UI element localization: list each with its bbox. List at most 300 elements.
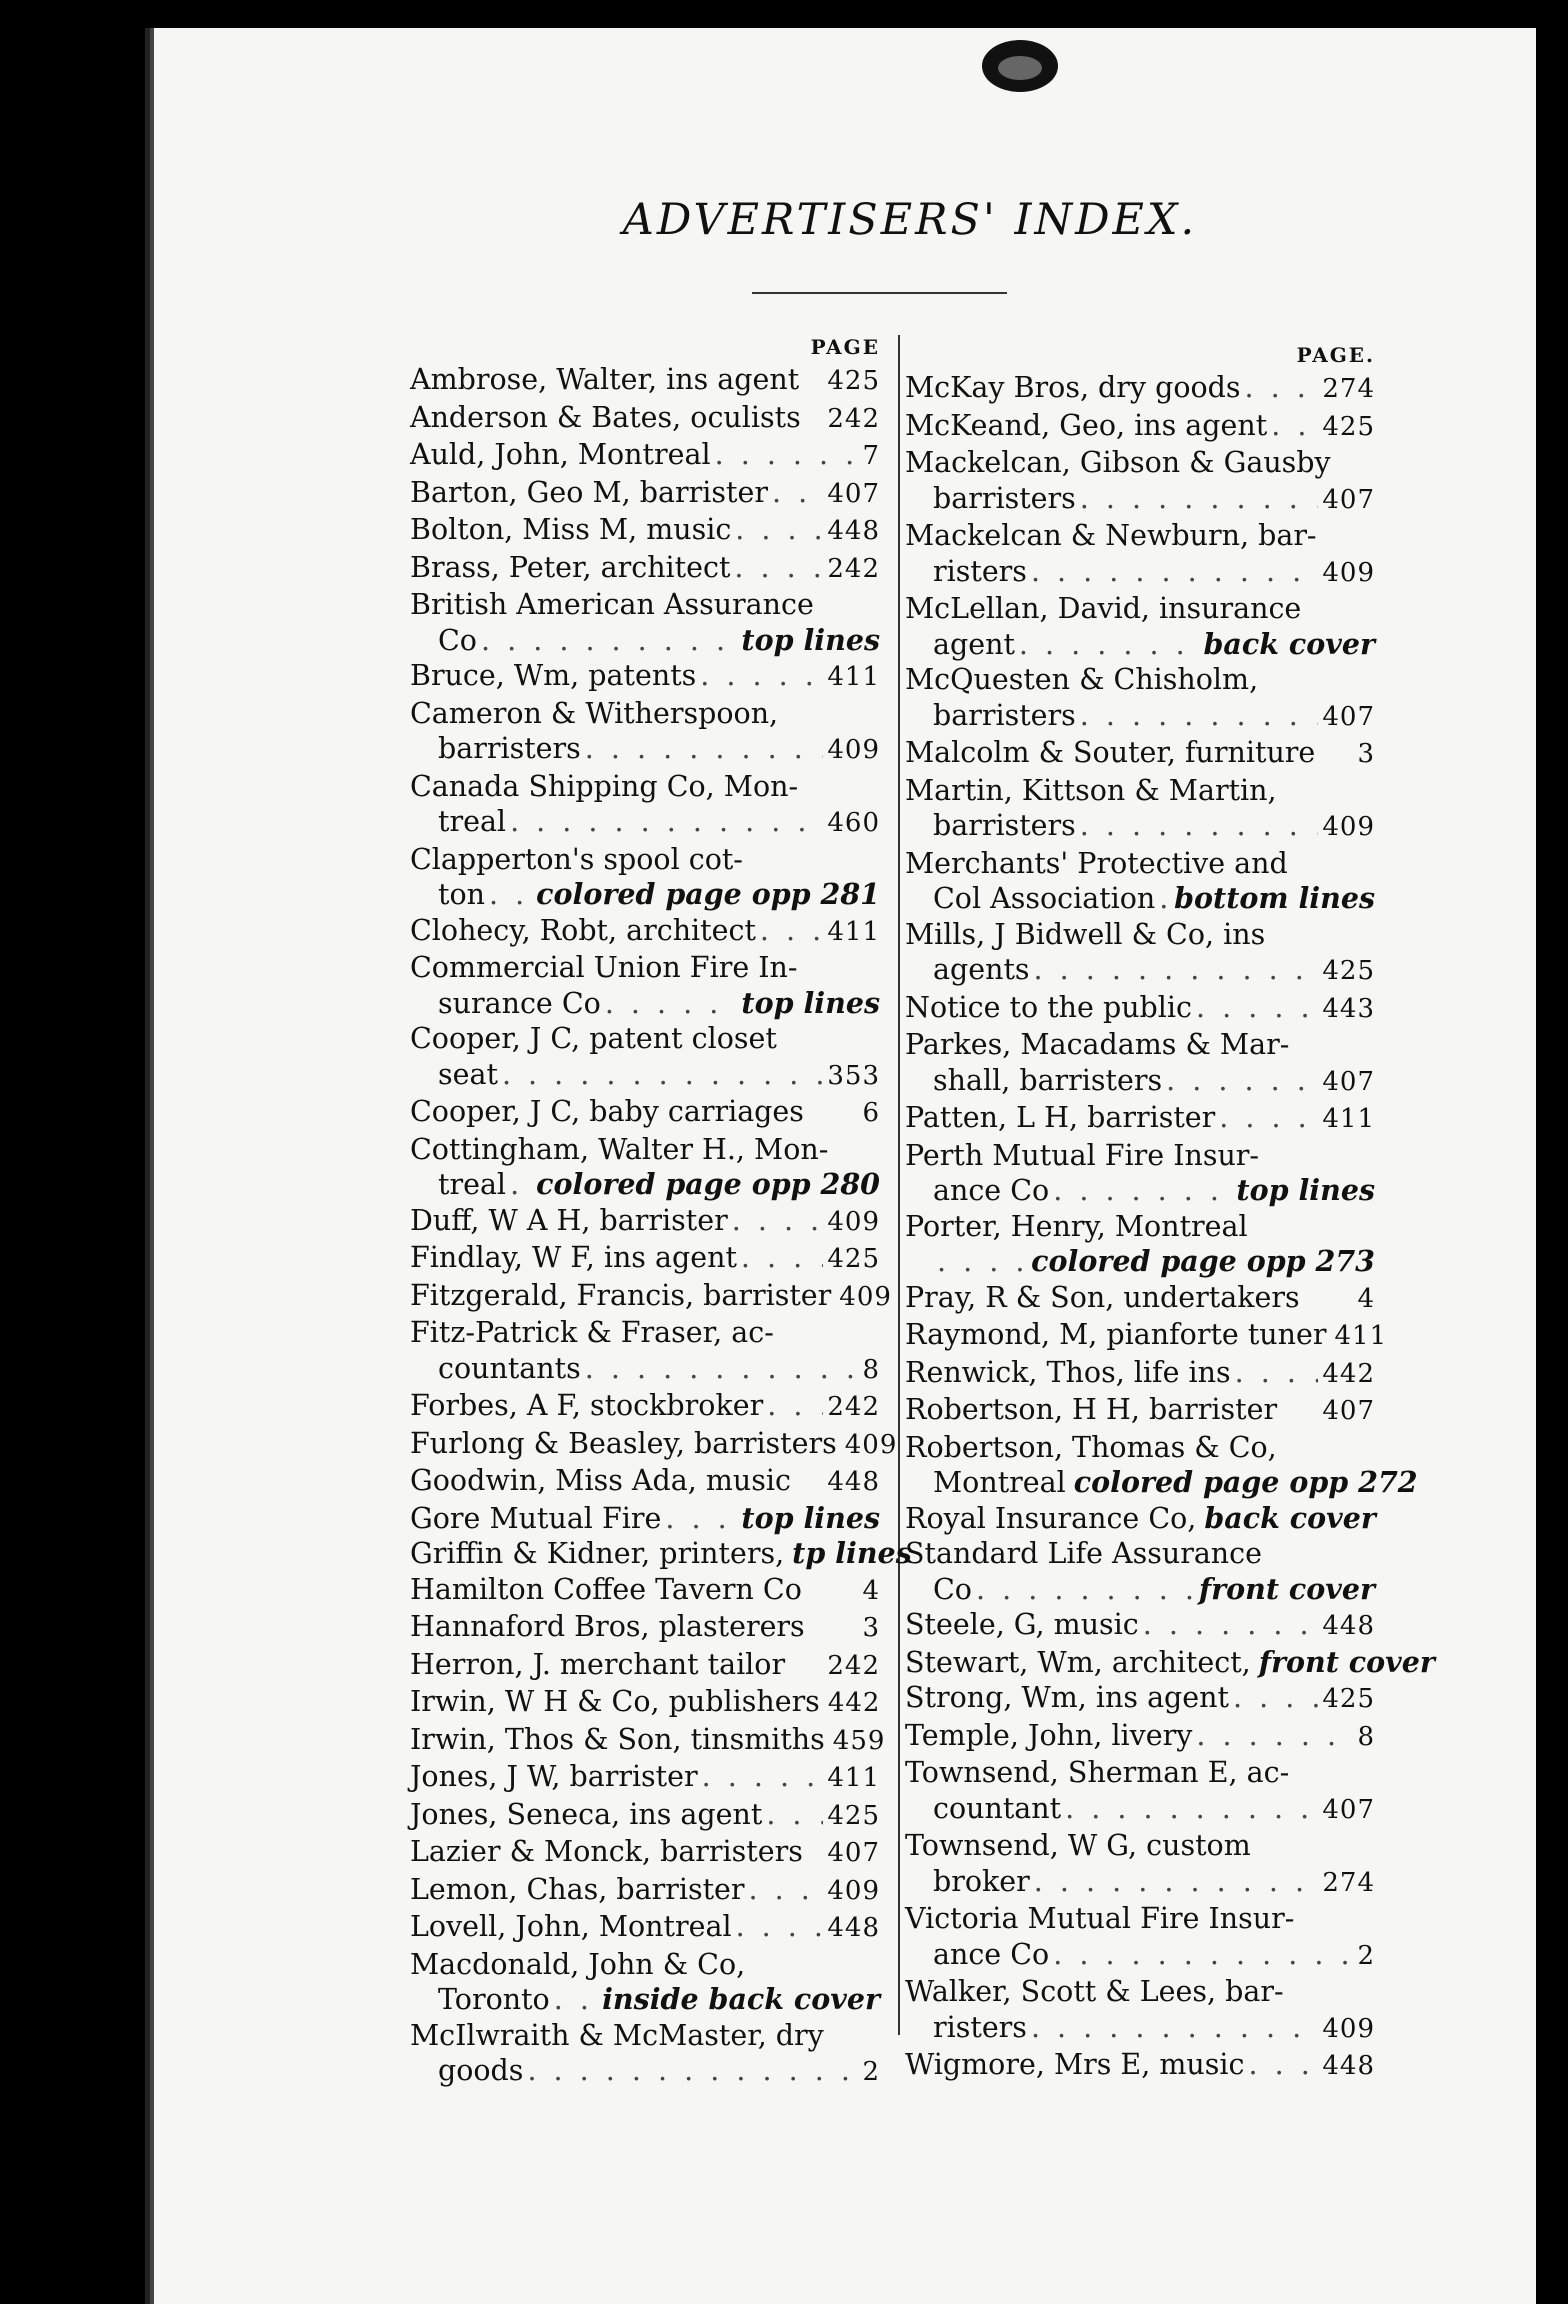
entry-page-ref: 425: [827, 1800, 880, 1831]
entry-name: Standard Life Assurance: [905, 1537, 1262, 1570]
leader-dots: [767, 1388, 823, 1424]
page-column-heading: PAGE.: [1296, 343, 1375, 367]
index-entry: [410, 986, 880, 1022]
index-entry: [905, 370, 1375, 408]
entry-page-ref: 409: [827, 735, 880, 765]
entry-name: ance Co: [933, 1174, 1050, 1207]
index-entry: [905, 1607, 1375, 1645]
entry-page-ref: 407: [1322, 1396, 1375, 1426]
index-entry: [905, 846, 1375, 882]
index-entry: [410, 1982, 880, 2018]
entry-name: ance Co: [933, 1937, 1050, 1971]
entry-page-ref: 409: [1322, 2013, 1375, 2044]
entry-name: Fitz-Patrick & Fraser, ac-: [410, 1316, 774, 1349]
leader-dots: [489, 877, 532, 913]
leader-dots: [1271, 408, 1318, 444]
entry-page-ref: 2: [1357, 1940, 1375, 1971]
entry-name: Findlay, W F, ins agent: [410, 1241, 737, 1274]
index-entry: [410, 913, 880, 951]
entry-name: risters: [933, 2010, 1027, 2044]
entry-page-ref: 442: [827, 1688, 881, 1718]
entry-name: Cottingham, Walter H., Mon-: [410, 1132, 829, 1166]
entry-page-ref: 409: [839, 1281, 892, 1312]
entry-name: Patten, L H, barrister: [905, 1101, 1216, 1134]
entry-name: Canada Shipping Co, Mon-: [410, 769, 799, 803]
entry-name: surance Co: [438, 986, 601, 1020]
entry-name: Cameron & Witherspoon,: [410, 696, 779, 730]
index-entry: [410, 842, 880, 878]
index-entry: [905, 554, 1375, 592]
index-entry: [410, 1684, 880, 1722]
entry-name: Co: [438, 623, 477, 657]
entry-name: countant: [933, 1791, 1062, 1825]
page-spine-edge: [150, 28, 154, 2304]
entry-page-ref: 242: [827, 1392, 880, 1422]
entry-page-ref: tp lines: [792, 1536, 912, 1570]
index-entry: [410, 512, 880, 550]
entry-page-ref: 353: [827, 1060, 880, 1091]
index-entry: [410, 437, 880, 475]
index-entry: [905, 1355, 1375, 1393]
index-entry: [905, 1791, 1375, 1829]
index-entry: [905, 1027, 1375, 1063]
entry-page-ref: colored page opp 280: [536, 1167, 880, 1201]
index-entry: [410, 731, 880, 769]
right-column: [905, 340, 1435, 2085]
entry-page-ref: 409: [827, 1875, 880, 1906]
entry-name: Macdonald, John & Co,: [410, 1947, 746, 1981]
leader-dots: [736, 1909, 824, 1945]
leader-dots: [741, 1240, 823, 1276]
entry-name: Robertson, H H, barrister: [905, 1393, 1278, 1426]
entry-name: Bruce, Wm, patents: [410, 659, 697, 692]
index-entry: [905, 1501, 1375, 1537]
entry-name: Jones, J W, barrister: [410, 1760, 698, 1793]
entry-name: Anderson & Bates, oculists: [410, 400, 801, 434]
leader-dots: [1143, 1607, 1319, 1643]
index-entry: [410, 1057, 880, 1095]
entry-page-ref: 407: [1322, 1066, 1375, 1097]
entry-page-ref: 4: [862, 1575, 880, 1606]
torn-corner-mark: [960, 28, 1080, 108]
index-entry: [905, 1138, 1375, 1174]
entry-page-ref: colored page opp 273: [1031, 1244, 1375, 1278]
index-entry: [905, 591, 1375, 627]
index-entry: [410, 1167, 880, 1203]
index-entry: [410, 2053, 880, 2091]
entry-name: Temple, John, livery: [905, 1718, 1193, 1752]
entry-name: Townsend, W G, custom: [905, 1829, 1251, 1862]
index-entry: [905, 1536, 1375, 1572]
entry-name: Victoria Mutual Fire Insur-: [905, 1902, 1295, 1935]
entry-page-ref: 425: [827, 366, 880, 396]
leader-dots: [1233, 1680, 1318, 1716]
entry-name: Stewart, Wm, architect,: [905, 1645, 1251, 1679]
entry-name: broker: [933, 1864, 1030, 1898]
leader-dots: [1065, 1791, 1318, 1827]
index-entry: [905, 1718, 1375, 1756]
leader-dots: [1019, 627, 1200, 663]
leader-dots: [1159, 881, 1170, 917]
index-entry: [905, 1901, 1375, 1937]
leader-dots: [1031, 2010, 1318, 2046]
index-entry: [410, 587, 880, 623]
entry-name: Ambrose, Walter, ins agent: [410, 363, 800, 396]
index-entry: [410, 1722, 886, 1760]
entry-name: Jones, Seneca, ins agent: [410, 1797, 763, 1831]
leader-dots: [481, 623, 737, 659]
index-entry: [410, 1240, 880, 1278]
leader-dots: [1219, 1100, 1318, 1136]
entry-name: Porter, Henry, Montreal: [905, 1209, 1248, 1243]
index-entry: [905, 1280, 1375, 1318]
entry-page-ref: 4: [1357, 1283, 1375, 1314]
index-entry: [905, 1465, 1418, 1501]
entry-name: Herron, J. merchant tailor: [410, 1647, 786, 1681]
entry-page-ref: inside back cover: [602, 1982, 880, 2016]
leader-dots: [1080, 698, 1319, 734]
leader-dots: [1053, 1173, 1232, 1209]
entry-name: Parkes, Macadams & Mar-: [905, 1028, 1290, 1061]
leader-dots: [665, 1501, 737, 1537]
entry-name: risters: [933, 554, 1027, 588]
leader-dots: [510, 1167, 532, 1203]
index-entry: [410, 1909, 880, 1947]
leader-dots: [1034, 1864, 1319, 1900]
leader-dots: [1080, 481, 1319, 517]
leader-dots: [1235, 1355, 1319, 1391]
index-entry: [905, 1828, 1375, 1864]
index-entry: [905, 481, 1375, 519]
index-entry: [905, 2010, 1375, 2048]
index-entry: [410, 1021, 880, 1057]
entry-list: [410, 362, 912, 2091]
entry-name: Malcolm & Souter, furniture: [905, 736, 1316, 769]
entry-page-ref: 448: [827, 1913, 880, 1943]
page-column-heading: PAGE: [810, 335, 880, 359]
entry-name: Clapperton's spool cot-: [410, 842, 743, 876]
leader-dots: [605, 986, 738, 1022]
leader-dots: [1166, 1063, 1318, 1099]
index-entry: [410, 804, 880, 842]
leader-dots: [1248, 2047, 1318, 2083]
leader-dots: [1053, 1937, 1353, 1973]
entry-name: Col Association: [933, 882, 1156, 915]
entry-name: goods: [438, 2054, 524, 2087]
entry-name: Mackelcan, Gibson & Gausby: [905, 446, 1331, 479]
entry-name: Lovell, John, Montreal: [410, 1910, 732, 1943]
index-entry: [410, 1759, 880, 1797]
index-entry: [905, 518, 1375, 554]
leader-dots: [1031, 554, 1318, 590]
entry-name: Gore Mutual Fire: [410, 1501, 662, 1535]
entry-name: shall, barristers: [933, 1063, 1163, 1097]
leader-dots: [1196, 990, 1318, 1026]
entry-page-ref: 407: [827, 478, 880, 509]
entry-page-ref: front cover: [1258, 1644, 1435, 1679]
entry-name: Montreal: [933, 1466, 1066, 1499]
entry-name: Martin, Kittson & Martin,: [905, 773, 1277, 807]
index-entry: [410, 623, 880, 659]
index-entry: [410, 1426, 898, 1464]
index-entry: [905, 773, 1375, 809]
entry-name: Townsend, Sherman E, ac-: [905, 1756, 1290, 1789]
entry-name: McKay Bros, dry goods: [905, 371, 1241, 404]
leader-dots: [766, 1797, 823, 1833]
index-entry: [410, 400, 880, 438]
leader-dots: [510, 804, 823, 840]
entry-page-ref: 3: [862, 1613, 880, 1643]
entry-name: Strong, Wm, ins agent: [905, 1681, 1229, 1714]
entry-page-ref: 411: [827, 916, 880, 947]
entry-name: Steele, G, music: [905, 1608, 1139, 1641]
index-entry: [905, 445, 1375, 481]
entry-name: Bolton, Miss M, music: [410, 513, 732, 546]
entry-page-ref: 407: [1322, 484, 1375, 515]
entry-page-ref: 409: [827, 1206, 880, 1237]
index-entry: [905, 1209, 1375, 1245]
index-entry: [905, 1430, 1375, 1466]
entry-name: Irwin, Thos & Son, tinsmiths: [410, 1722, 825, 1756]
entry-page-ref: top lines: [741, 1500, 880, 1535]
entry-name: barristers: [933, 809, 1076, 842]
left-column: [410, 332, 912, 2091]
index-entry: [410, 1501, 880, 1537]
entry-name: Toronto: [438, 1983, 550, 2016]
leader-dots: [702, 1759, 824, 1795]
entry-page-ref: colored page opp 281: [536, 877, 880, 911]
entry-page-ref: 6: [862, 1098, 880, 1128]
entry-name: Hannaford Bros, plasterers: [410, 1610, 805, 1643]
entry-page-ref: 411: [1334, 1321, 1388, 1351]
entry-name: Duff, W A H, barrister: [410, 1203, 728, 1237]
entry-page-ref: 425: [827, 1244, 880, 1274]
entry-name: barristers: [933, 698, 1076, 732]
index-entry: [905, 735, 1375, 773]
index-entry: [905, 1572, 1375, 1608]
entry-name: Brass, Peter, architect: [410, 550, 731, 584]
entry-name: Co: [933, 1572, 972, 1606]
entry-name: Walker, Scott & Lees, bar-: [905, 1975, 1284, 2008]
index-entry: [410, 475, 880, 513]
index-entry: [905, 1100, 1375, 1138]
entry-name: treal: [438, 805, 507, 838]
entry-page-ref: 411: [827, 1763, 880, 1793]
page-title: ADVERTISERS' INDEX.: [622, 195, 1198, 245]
leader-dots: [585, 1351, 859, 1387]
entry-name: British American Assurance: [410, 588, 814, 621]
index-entry: [905, 1317, 1388, 1355]
leader-dots: [732, 1203, 824, 1239]
entry-name: Cooper, J C, patent closet: [410, 1022, 777, 1055]
index-entry: [410, 950, 880, 986]
leader-dots: [976, 1572, 1195, 1608]
index-entry: [905, 1937, 1375, 1975]
index-entry: [905, 408, 1375, 446]
entry-page-ref: 274: [1322, 1867, 1375, 1898]
entry-name: Notice to the public: [905, 990, 1192, 1024]
index-entry: [410, 1278, 892, 1316]
index-entry: [410, 1872, 880, 1910]
entry-page-ref: 409: [1322, 557, 1375, 588]
index-entry: [905, 1173, 1375, 1209]
index-entry: [905, 1864, 1375, 1902]
entry-name: agent: [933, 627, 1015, 661]
entry-page-ref: 242: [827, 403, 880, 434]
entry-page-ref: back cover: [1203, 626, 1375, 661]
leader-dots: [502, 1057, 823, 1093]
index-entry: [410, 2018, 880, 2054]
entry-page-ref: 8: [1357, 1721, 1375, 1752]
entry-name: McIlwraith & McMaster, dry: [410, 2018, 824, 2052]
entry-page-ref: bottom lines: [1174, 881, 1375, 915]
entry-page-ref: 8: [862, 1354, 880, 1385]
entry-name: Lazier & Monck, barristers: [410, 1835, 803, 1868]
index-entry: [905, 627, 1375, 663]
index-entry: [410, 1947, 880, 1983]
entry-page-ref: 242: [827, 1650, 880, 1681]
entry-page-ref: 409: [1322, 812, 1375, 842]
entry-name: Perth Mutual Fire Insur-: [905, 1138, 1260, 1172]
entry-page-ref: 411: [827, 662, 880, 692]
entry-page-ref: 448: [1322, 1611, 1375, 1641]
index-entry: [905, 1644, 1435, 1681]
entry-name: Griffin & Kidner, printers,: [410, 1537, 785, 1570]
index-entry: [410, 1132, 880, 1168]
entry-page-ref: top lines: [741, 985, 880, 1020]
index-entry: [905, 881, 1375, 917]
entry-page-ref: 442: [1322, 1358, 1375, 1389]
entry-name: Pray, R & Son, undertakers: [905, 1280, 1300, 1314]
leader-dots: [527, 2053, 858, 2089]
index-entry: [410, 1797, 880, 1835]
entry-page-ref: 409: [844, 1429, 898, 1460]
index-entry: [905, 1680, 1375, 1718]
leader-dots: [554, 1982, 598, 2018]
index-entry: [410, 1388, 880, 1426]
leader-dots: [734, 550, 823, 586]
entry-name: Clohecy, Robt, architect: [410, 913, 756, 947]
index-entry: [410, 1315, 880, 1351]
index-entry: [905, 1392, 1375, 1430]
index-entry: [410, 877, 880, 913]
entry-name: McLellan, David, insurance: [905, 592, 1302, 625]
entry-page-ref: 407: [1322, 701, 1375, 732]
entry-page-ref: front cover: [1198, 1571, 1375, 1606]
entry-name: Fitzgerald, Francis, barrister: [410, 1278, 832, 1312]
index-entry: [410, 1834, 880, 1872]
index-entry: [410, 1536, 912, 1572]
entry-name: Barton, Geo M, barrister: [410, 475, 768, 509]
entry-page-ref: 425: [1322, 1684, 1375, 1714]
leader-dots: [1245, 370, 1319, 406]
index-entry: [905, 952, 1375, 990]
entry-page-ref: 274: [1322, 374, 1375, 404]
leader-dots: [1080, 808, 1319, 844]
index-entry: [905, 1974, 1375, 2010]
entry-name: Hamilton Coffee Tavern Co: [410, 1572, 802, 1606]
entry-name: barristers: [933, 481, 1076, 515]
index-entry: [905, 698, 1375, 736]
entry-name: Forbes, A F, stockbroker: [410, 1389, 764, 1422]
index-entry: [905, 917, 1375, 953]
entry-name: countants: [438, 1351, 581, 1385]
entry-name: agents: [933, 953, 1030, 986]
entry-name: ton: [438, 878, 485, 911]
entry-page-ref: 407: [827, 1838, 880, 1868]
leader-dots: [937, 1244, 1027, 1280]
entry-name: Raymond, M, pianforte tuner: [905, 1318, 1327, 1351]
entry-page-ref: 7: [862, 441, 880, 471]
entry-page-ref: colored page opp 272: [1073, 1465, 1418, 1499]
entry-name: McKeand, Geo, ins agent: [905, 408, 1268, 442]
index-entry: [905, 1063, 1375, 1101]
leader-dots: [715, 437, 859, 473]
entry-page-ref: 448: [1322, 2051, 1375, 2081]
index-entry: [410, 1463, 880, 1501]
entry-name: Furlong & Beasley, barristers: [410, 1426, 837, 1460]
leader-dots: [585, 731, 824, 767]
entry-name: Lemon, Chas, barrister: [410, 1872, 745, 1906]
index-entry: [410, 1351, 880, 1389]
entry-page-ref: 242: [827, 553, 880, 584]
entry-name: Renwick, Thos, life ins: [905, 1355, 1231, 1389]
entry-page-ref: 425: [1322, 956, 1375, 986]
index-entry: [905, 990, 1375, 1028]
index-entry: [410, 658, 880, 696]
index-entry: [410, 696, 880, 732]
entry-name: Mackelcan & Newburn, bar-: [905, 519, 1317, 552]
entry-page-ref: 407: [1322, 1794, 1375, 1825]
entry-name: barristers: [438, 732, 581, 765]
leader-dots: [1034, 952, 1319, 988]
entry-page-ref: 3: [1357, 739, 1375, 769]
entry-name: seat: [438, 1057, 498, 1091]
index-entry: [905, 2047, 1375, 2085]
entry-name: Irwin, W H & Co, publishers: [410, 1685, 820, 1718]
entry-page-ref: 448: [827, 516, 880, 546]
leader-dots: [735, 512, 823, 548]
entry-page-ref: top lines: [1236, 1173, 1375, 1207]
entry-name: Royal Insurance Co,: [905, 1501, 1197, 1535]
entry-name: Commercial Union Fire In-: [410, 951, 798, 984]
entry-name: Robertson, Thomas & Co,: [905, 1430, 1277, 1464]
entry-name: McQuesten & Chisholm,: [905, 663, 1259, 696]
leader-dots: [760, 913, 823, 949]
index-entry: [410, 1609, 880, 1647]
column-divider: [898, 335, 900, 2035]
index-entry: [905, 1244, 1375, 1280]
entry-list: [905, 370, 1435, 2085]
title-rule: [752, 292, 1007, 294]
entry-page-ref: 443: [1322, 993, 1375, 1024]
leader-dots: [1196, 1718, 1353, 1754]
leader-dots: [772, 475, 823, 511]
entry-name: Wigmore, Mrs E, music: [905, 2048, 1245, 2081]
entry-page-ref: top lines: [741, 622, 880, 657]
index-entry: [410, 1094, 880, 1132]
index-entry: [905, 1755, 1375, 1791]
index-entry: [905, 808, 1375, 846]
entry-page-ref: 2: [862, 2057, 880, 2087]
entry-page-ref: 411: [1322, 1104, 1375, 1134]
entry-name: treal: [438, 1168, 507, 1201]
leader-dots: [700, 658, 823, 694]
entry-page-ref: 448: [827, 1467, 880, 1497]
index-entry: [410, 550, 880, 588]
entry-page-ref: 425: [1322, 411, 1375, 442]
entry-name: Goodwin, Miss Ada, music: [410, 1464, 791, 1497]
